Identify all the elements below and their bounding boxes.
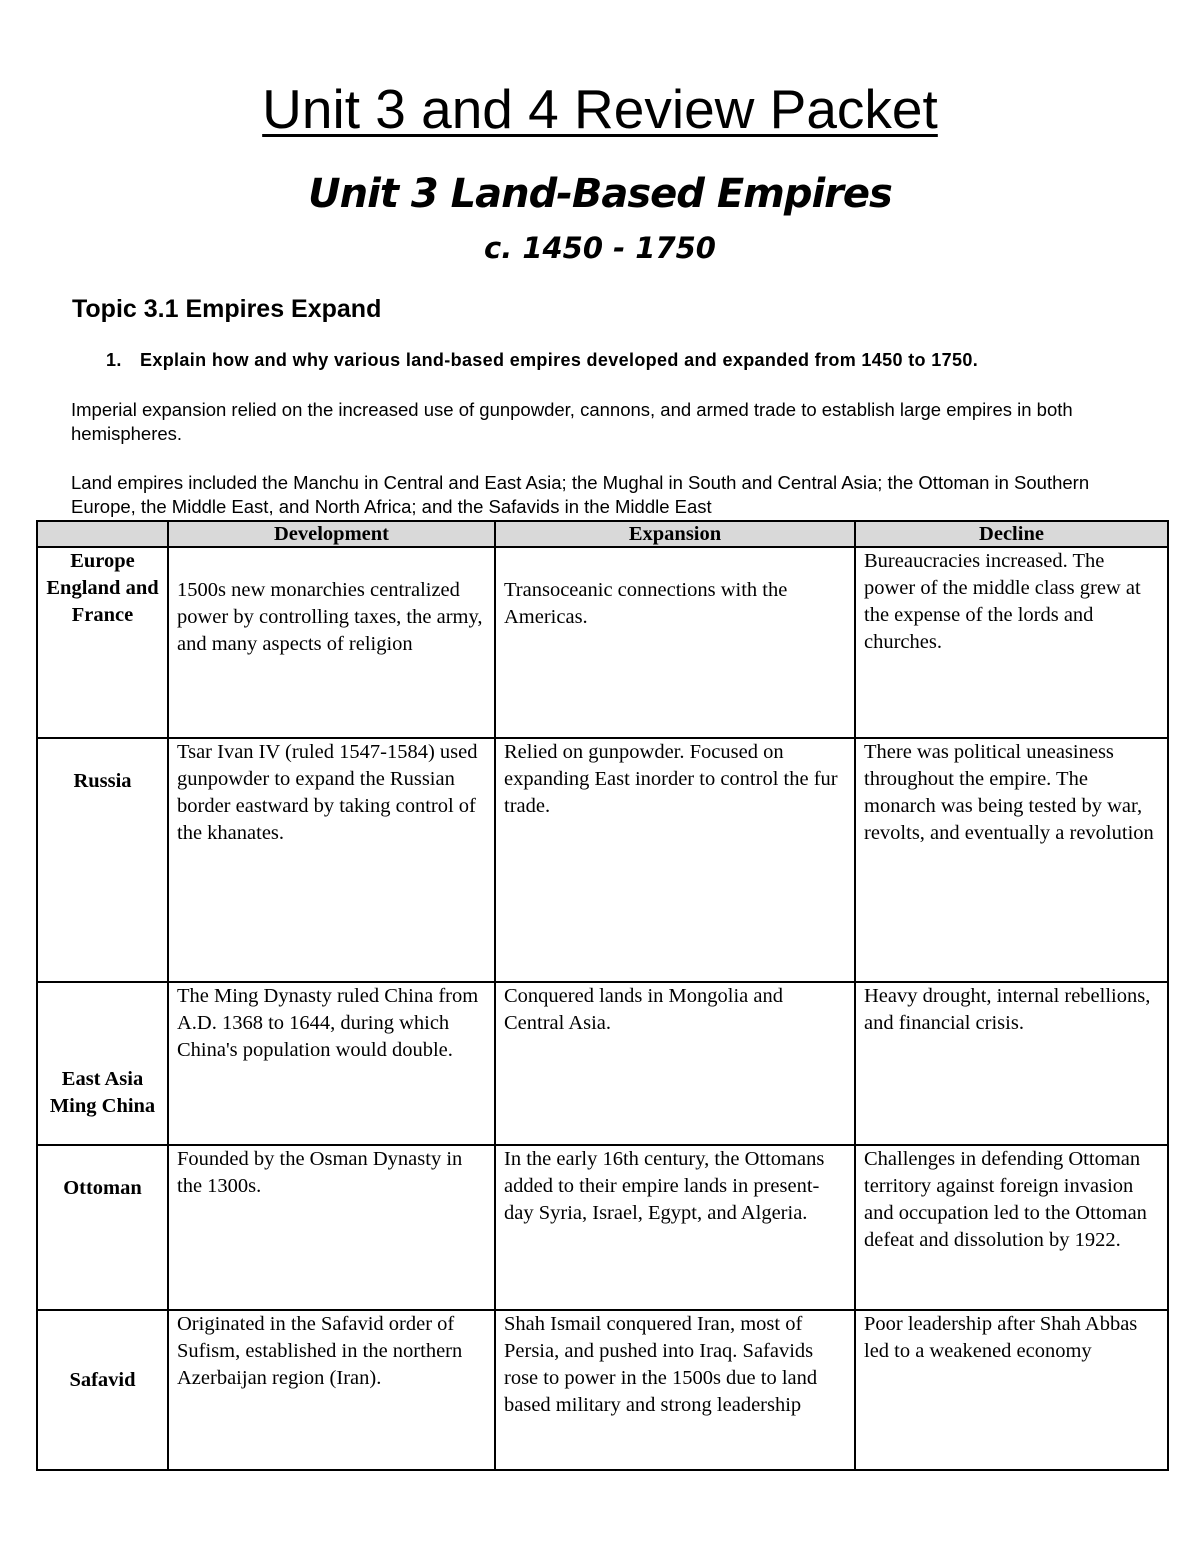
region-cell: Russia: [37, 738, 168, 982]
expansion-cell: Conquered lands in Mongolia and Central Asia.: [495, 982, 855, 1145]
empires-table: [36, 520, 1169, 1471]
question-number: 1.: [106, 350, 122, 370]
development-cell: Founded by the Osman Dynasty in the 1300s.: [168, 1145, 495, 1310]
expansion-cell: In the early 16th century, the Ottomans added to their empire lands in present-day Syria, Israel, Egypt, and Algeria.: [495, 1145, 855, 1310]
header-decline: Decline: [855, 521, 1168, 547]
table-row: [37, 1145, 1168, 1310]
date-range: c. 1450 - 1750: [484, 231, 716, 265]
table-row: [37, 982, 1168, 1145]
topic-heading: Topic 3.1 Empires Expand: [72, 295, 382, 323]
region-cell: East Asia Ming China: [37, 982, 168, 1145]
header-blank: [37, 521, 168, 547]
development-cell: Originated in the Safavid order of Sufism, established in the northern Azerbaijan region (Iran).: [168, 1310, 495, 1470]
paragraph-land-empires: Land empires included the Manchu in Central and East Asia; the Mughal in South and Central Asia; the Ottoman in Southern Europe, the Middle East, and North Africa; and the Safavids in the Middle East: [71, 472, 1090, 517]
paragraph-imperial-expansion: Imperial expansion relied on the increased use of gunpowder, cannons, and armed trade to establish large empires in both hemispheres.: [71, 399, 1073, 444]
region-cell: Safavid: [37, 1310, 168, 1470]
decline-cell: Poor leadership after Shah Abbas led to a weakened economy: [855, 1310, 1168, 1470]
decline-cell: Challenges in defending Ottoman territory against foreign invasion and occupation led to the Ottoman defeat and dissolution by 1922.: [855, 1145, 1168, 1310]
development-cell: The Ming Dynasty ruled China from A.D. 1368 to 1644, during which China's population would double.: [168, 982, 495, 1145]
expansion-cell: Relied on gunpowder. Focused on expanding East inorder to control the fur trade.: [495, 738, 855, 982]
page-title: [0, 78, 1200, 140]
region-cell: Europe England and France: [37, 547, 168, 738]
table-row: [37, 738, 1168, 982]
development-cell: Tsar Ivan IV (ruled 1547-1584) used gunpowder to expand the Russian border eastward by taking control of the khanates.: [168, 738, 495, 982]
header-development: Development: [168, 521, 495, 547]
decline-cell: Bureaucracies increased. The power of the middle class grew at the expense of the lords and churches.: [855, 547, 1168, 738]
decline-cell: There was political uneasiness throughout the empire. The monarch was being tested by war, revolts, and eventually a revolution: [855, 738, 1168, 982]
expansion-cell: Shah Ismail conquered Iran, most of Persia, and pushed into Iraq. Safavids rose to power in the 1500s due to land based military and strong leadership: [495, 1310, 855, 1470]
question-item: [106, 348, 1166, 372]
table-row: [37, 1310, 1168, 1470]
development-cell: 1500s new monarchies centralized power by controlling taxes, the army, and many aspects of religion: [168, 547, 495, 738]
question-text: Explain how and why various land-based empires developed and expanded from 1450 to 1750.: [140, 350, 979, 370]
region-cell: Ottoman: [37, 1145, 168, 1310]
page-title-text: Unit 3 and 4 Review Packet: [262, 78, 938, 140]
unit-subtitle: Unit 3 Land-Based Empires: [308, 171, 892, 217]
header-expansion: Expansion: [495, 521, 855, 547]
table-row: [37, 547, 1168, 738]
expansion-cell: Transoceanic connections with the Americas.: [495, 547, 855, 738]
decline-cell: Heavy drought, internal rebellions, and financial crisis.: [855, 982, 1168, 1145]
table-header-row: [37, 521, 1168, 547]
